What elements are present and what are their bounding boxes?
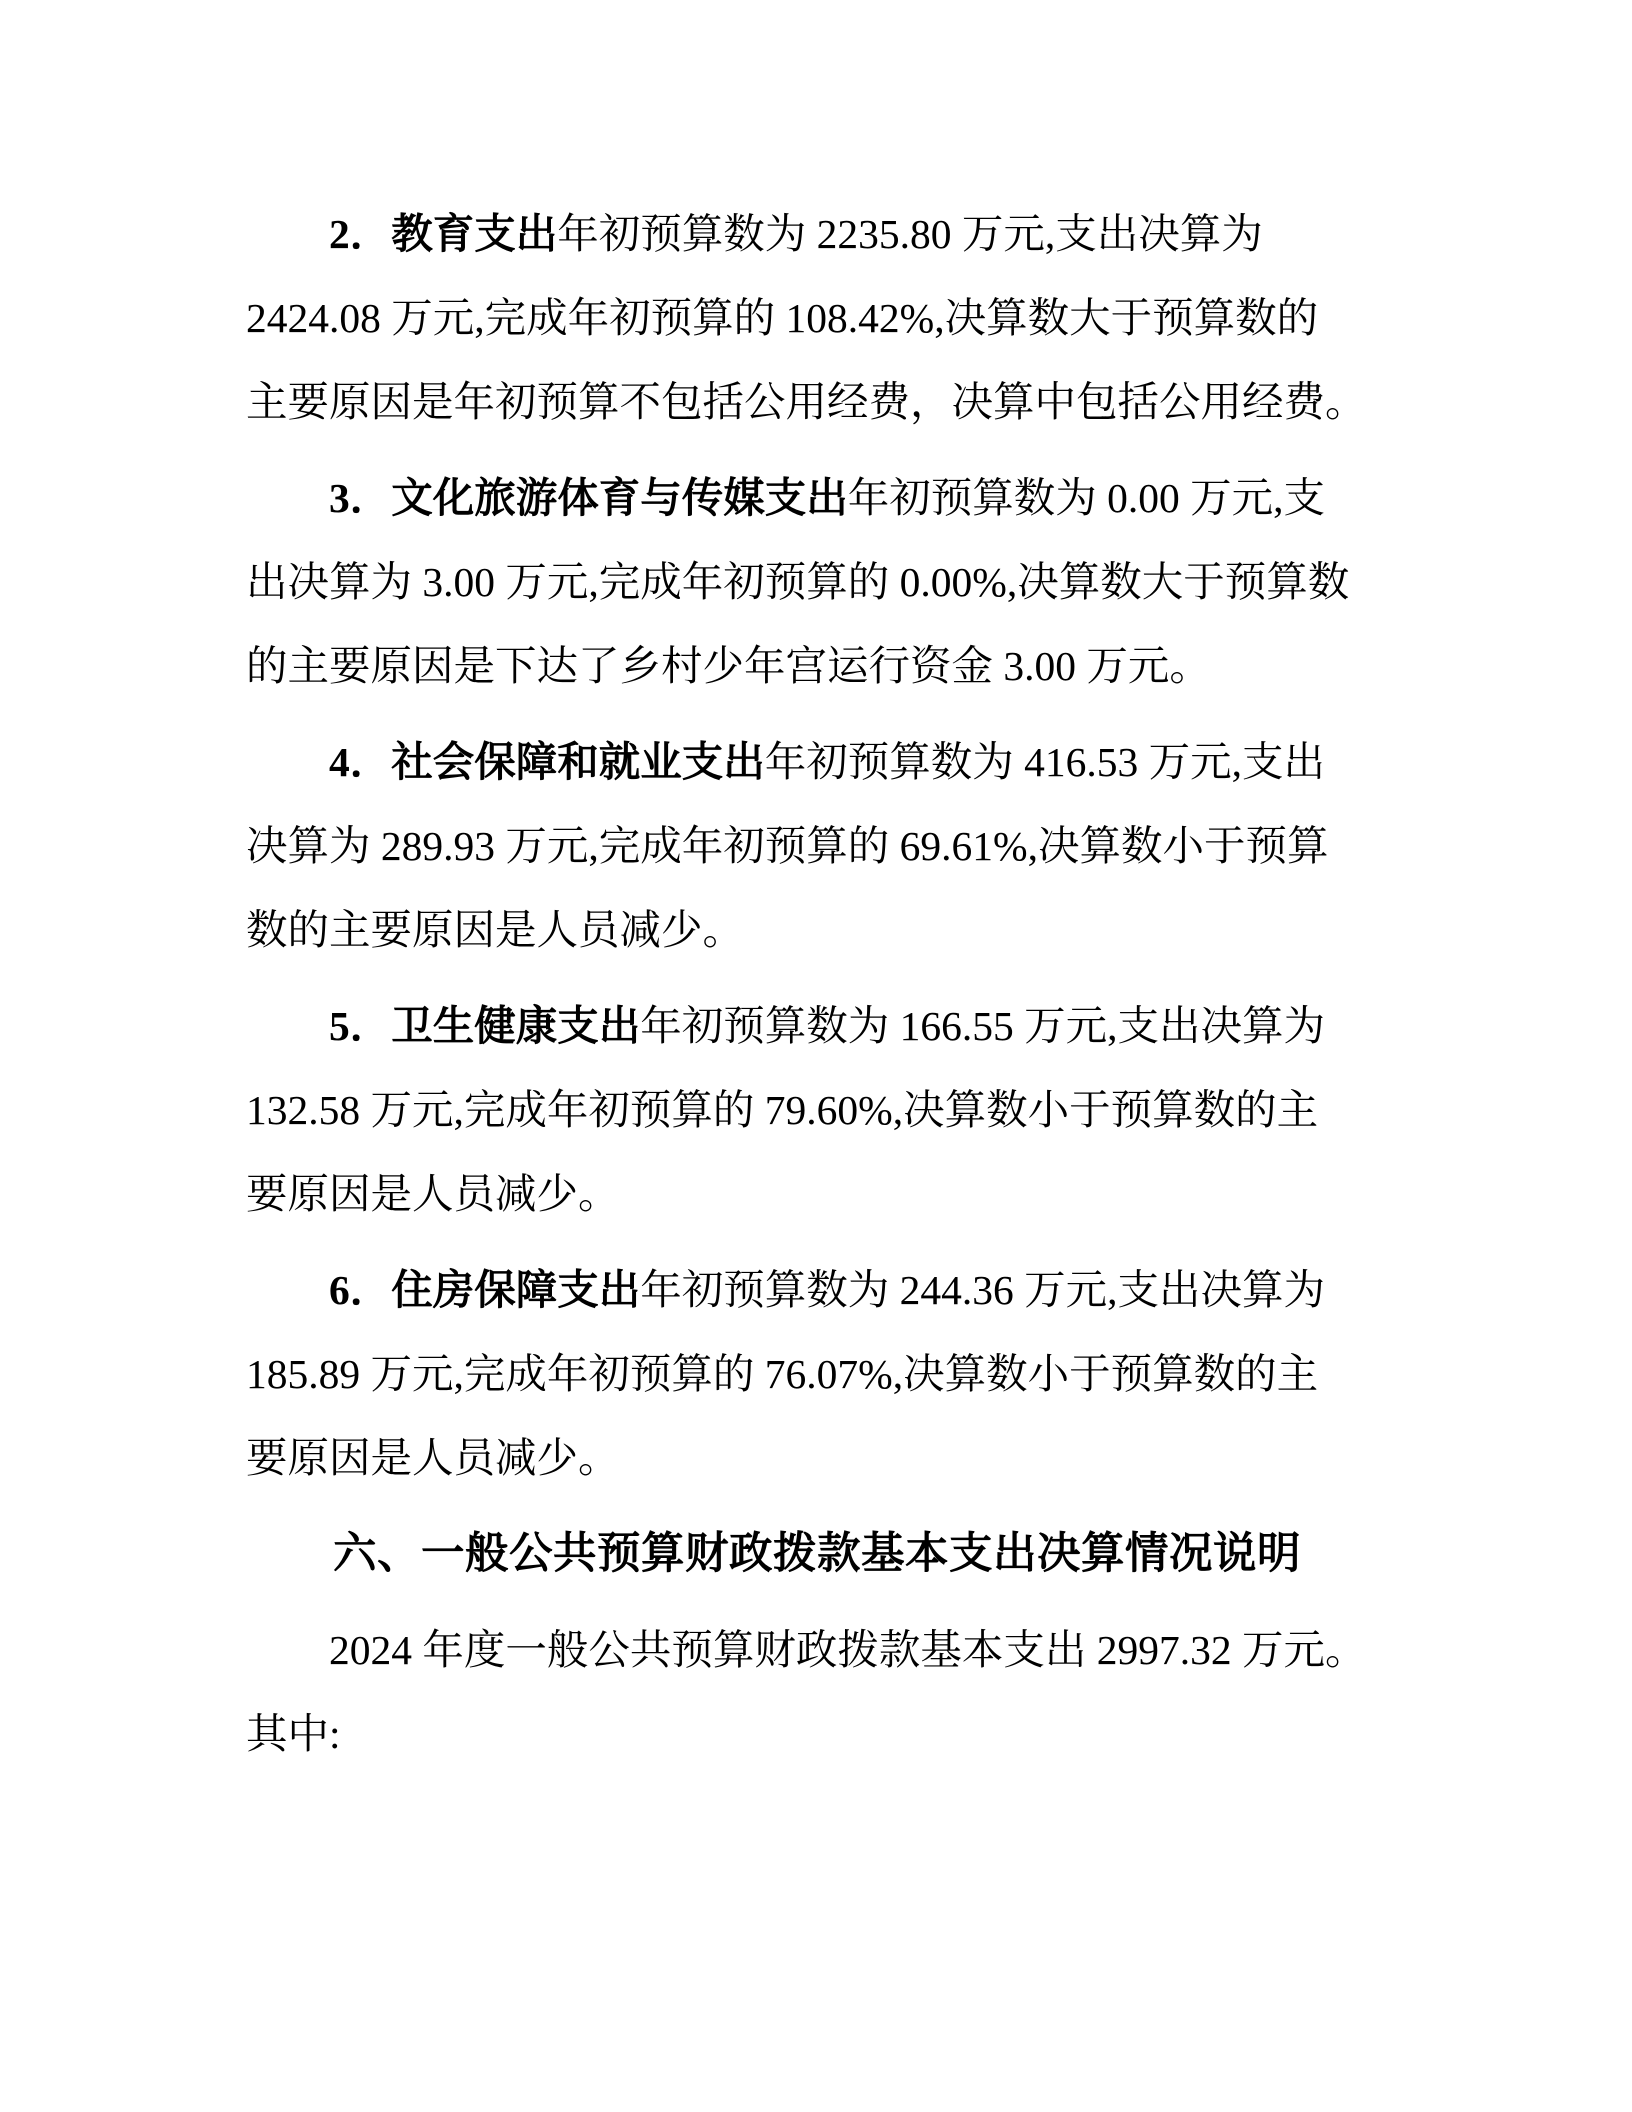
section-heading-text: 六、一般公共预算财政拨款基本支出决算情况说明 (333, 1530, 1301, 1578)
line-text: 决算为 289.93 万元,完成年初预算的 69.61%,决算数小于预算 (246, 823, 1329, 869)
paragraph-number-and-category: 6．住房保障支出 (329, 1267, 641, 1313)
line-text: 132.58 万元,完成年初预算的 79.60%,决算数小于预算数的主 (246, 1087, 1319, 1133)
paragraph-culture-tourism-sports-media (246, 456, 1388, 708)
heading-line (246, 1512, 1388, 1596)
text-line (246, 1608, 1388, 1692)
text-line (246, 1248, 1388, 1332)
text-line (246, 1332, 1388, 1416)
text-line (246, 1068, 1388, 1152)
text-line (246, 624, 1388, 708)
text-line (246, 888, 1388, 972)
line-text: 主要原因是年初预算不包括公用经费，决算中包括公用经费。 (246, 379, 1367, 425)
document-body (246, 192, 1388, 1788)
paragraph-basic-expenditure-summary (246, 1608, 1388, 1776)
line-text: 2024 年度一般公共预算财政拨款基本支出 2997.32 万元。 (329, 1627, 1367, 1673)
line-text: 的主要原因是下达了乡村少年宫运行资金 3.00 万元。 (246, 643, 1211, 689)
text-line (246, 360, 1388, 444)
text-line (246, 456, 1388, 540)
text-line (246, 1692, 1388, 1776)
paragraph-education-expenditure (246, 192, 1388, 444)
paragraph-housing-security (246, 1248, 1388, 1500)
line-text: 2424.08 万元,完成年初预算的 108.42%,决算数大于预算数的 (246, 295, 1319, 341)
text-line (246, 720, 1388, 804)
paragraph-number-and-category: 2．教育支出 (329, 211, 558, 257)
paragraph-social-security-employment (246, 720, 1388, 972)
text-line (246, 984, 1388, 1068)
text-line (246, 540, 1388, 624)
text-line (246, 804, 1388, 888)
line-text: 年初预算数为 0.00 万元,支 (847, 475, 1326, 521)
text-line (246, 1152, 1388, 1236)
line-text: 年初预算数为 244.36 万元,支出决算为 (640, 1267, 1326, 1313)
paragraph-health-expenditure (246, 984, 1388, 1236)
line-text: 年初预算数为 2235.80 万元,支出决算为 (557, 211, 1263, 257)
text-line (246, 192, 1388, 276)
line-text: 要原因是人员减少。 (246, 1171, 620, 1217)
line-text: 185.89 万元,完成年初预算的 76.07%,决算数小于预算数的主 (246, 1351, 1319, 1397)
line-text: 其中: (246, 1711, 341, 1757)
paragraph-number-and-category: 4．社会保障和就业支出 (329, 739, 765, 785)
line-text: 数的主要原因是人员减少。 (246, 907, 745, 953)
paragraph-number-and-category: 5．卫生健康支出 (329, 1003, 641, 1049)
text-line (246, 1416, 1388, 1500)
line-text: 年初预算数为 166.55 万元,支出决算为 (640, 1003, 1326, 1049)
line-text: 要原因是人员减少。 (246, 1435, 620, 1481)
section-heading (246, 1512, 1388, 1596)
line-text: 年初预算数为 416.53 万元,支出 (764, 739, 1326, 785)
text-line (246, 276, 1388, 360)
line-text: 出决算为 3.00 万元,完成年初预算的 0.00%,决算数大于预算数 (246, 559, 1350, 605)
paragraph-number-and-category: 3．文化旅游体育与传媒支出 (329, 475, 848, 521)
